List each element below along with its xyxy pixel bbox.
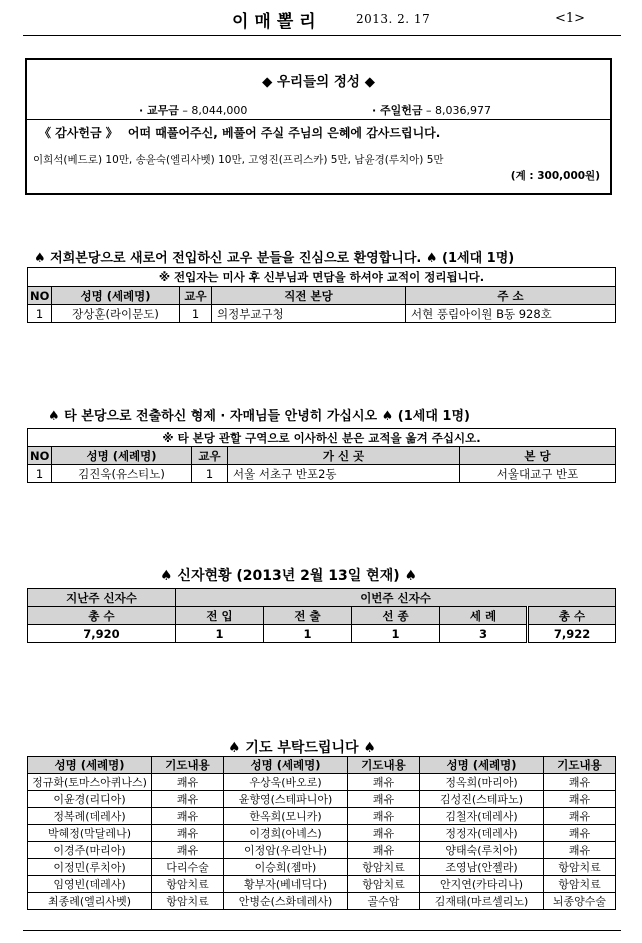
thanks-label: 《 감사헌금 》 bbox=[39, 126, 118, 140]
donor-list: 이희석(베드로) 10만, 송윤숙(엘리사벳) 10만, 고영진(프리스카) 5만, 남윤경(루치아) 5만 bbox=[33, 154, 444, 166]
row-no: 1 bbox=[28, 305, 52, 323]
table-row bbox=[28, 774, 616, 791]
table-row bbox=[28, 859, 616, 876]
baptism-count: 3 bbox=[440, 625, 528, 643]
prayer-reason: 쾌유 bbox=[348, 791, 420, 808]
prayer-reason: 쾌유 bbox=[152, 774, 224, 791]
sunday-item bbox=[372, 102, 491, 118]
transfer-out-note: ※ 타 본당 관할 구역으로 이사하신 분은 교적을 옮겨 주십시오. bbox=[28, 429, 616, 447]
transfer-in-note: ※ 전입자는 미사 후 신부님과 면담을 하셔야 교적이 정리됩니다. bbox=[28, 268, 616, 287]
row-destination: 서울 서초구 반포2동 bbox=[228, 465, 460, 483]
transfer-out-table bbox=[27, 428, 616, 483]
this-week-total: 7,922 bbox=[528, 625, 616, 643]
dues-value: – 8,044,000 bbox=[182, 104, 248, 117]
col-header: 전 출 bbox=[264, 607, 352, 625]
table-row bbox=[28, 876, 616, 893]
offering-total: (계 : 300,000원) bbox=[510, 170, 600, 182]
transfer-out-count: 1 bbox=[264, 625, 352, 643]
row-count: 1 bbox=[192, 465, 228, 483]
person-name: 박혜정(막달레나) bbox=[28, 825, 152, 842]
dues-item bbox=[139, 102, 247, 118]
prayer-reason: 항암치료 bbox=[152, 893, 224, 910]
prayer-reason: 골수암 bbox=[348, 893, 420, 910]
prayer-reason: 항암치료 bbox=[152, 876, 224, 893]
person-name: 이정암(우리안나) bbox=[224, 842, 348, 859]
person-name: 이정민(루치아) bbox=[28, 859, 152, 876]
prayer-reason: 쾌유 bbox=[544, 842, 616, 859]
deceased-count: 1 bbox=[352, 625, 440, 643]
prayer-reason: 쾌유 bbox=[152, 842, 224, 859]
col-header: 교우 bbox=[180, 287, 212, 305]
prayer-title: ♠ 기도 부탁드립니다 ♠ bbox=[228, 740, 376, 756]
row-name: 장상훈(라이문도) bbox=[52, 305, 180, 323]
person-name: 김철자(데레사) bbox=[420, 808, 544, 825]
bulletin-date: 2013. 2. 17 bbox=[356, 12, 431, 26]
col-header: 성명 (세례명) bbox=[224, 757, 348, 774]
page-number: <1> bbox=[555, 11, 586, 26]
prayer-reason: 쾌유 bbox=[348, 842, 420, 859]
col-header: 기도내용 bbox=[152, 757, 224, 774]
transfer-in-title: ♠ 저희본당으로 새로어 전입하신 교우 분들을 진심으로 환영합니다. ♠ (1세대 1명) bbox=[34, 251, 515, 266]
table-row bbox=[28, 305, 616, 323]
person-name: 정정자(데레사) bbox=[420, 825, 544, 842]
prayer-reason: 항암치료 bbox=[544, 859, 616, 876]
transfer-in-table bbox=[27, 267, 616, 323]
bulletin-title: 이매뽈리 bbox=[232, 12, 322, 32]
prayer-reason: 항암치료 bbox=[544, 876, 616, 893]
col-header: 성명 (세례명) bbox=[420, 757, 544, 774]
prayer-reason: 쾌유 bbox=[152, 791, 224, 808]
person-name: 이승희(젬마) bbox=[224, 859, 348, 876]
row-name: 김진욱(유스티노) bbox=[52, 465, 192, 483]
person-name: 김성진(스테파노) bbox=[420, 791, 544, 808]
person-name: 한옥희(모니카) bbox=[224, 808, 348, 825]
person-name: 정옥희(마리아) bbox=[420, 774, 544, 791]
table-row bbox=[28, 625, 616, 643]
person-name: 안지연(카타리나) bbox=[420, 876, 544, 893]
dues-label: · 교무금 bbox=[139, 104, 179, 117]
prayer-reason: 뇌종양수술 bbox=[544, 893, 616, 910]
person-name: 양태숙(루치아) bbox=[420, 842, 544, 859]
col-header: 교우 bbox=[192, 447, 228, 465]
person-name: 이윤경(리디아) bbox=[28, 791, 152, 808]
col-header: 기도내용 bbox=[544, 757, 616, 774]
table-row bbox=[28, 893, 616, 910]
col-header: 기도내용 bbox=[348, 757, 420, 774]
table-row bbox=[28, 842, 616, 859]
person-name: 정복례(데레사) bbox=[28, 808, 152, 825]
col-header: 성명 (세례명) bbox=[28, 757, 152, 774]
last-week-label: 지난주 신자수 bbox=[28, 589, 176, 607]
col-header: 총 수 bbox=[28, 607, 176, 625]
person-name: 이경주(마리아) bbox=[28, 842, 152, 859]
col-header: 총 수 bbox=[528, 607, 616, 625]
thanks-line bbox=[39, 124, 440, 141]
prayer-reason: 쾌유 bbox=[152, 808, 224, 825]
footer-rule bbox=[23, 930, 621, 931]
thanks-text: 어떠 때풀어주신, 베풀어 주실 주님의 은혜에 감사드립니다. bbox=[127, 126, 441, 140]
table-row bbox=[28, 808, 616, 825]
person-name: 이경희(아녜스) bbox=[224, 825, 348, 842]
col-header: 성명 (세례명) bbox=[52, 287, 180, 305]
col-header: 전 입 bbox=[176, 607, 264, 625]
prayer-reason: 쾌유 bbox=[544, 791, 616, 808]
row-count: 1 bbox=[180, 305, 212, 323]
col-header: 직전 본당 bbox=[212, 287, 406, 305]
prayer-reason: 항암치료 bbox=[348, 859, 420, 876]
header-rule bbox=[23, 35, 621, 36]
last-week-total: 7,920 bbox=[28, 625, 176, 643]
census-title: ♠ 신자현황 (2013년 2월 13일 현재) ♠ bbox=[160, 568, 418, 584]
person-name: 임영빈(데레사) bbox=[28, 876, 152, 893]
row-no: 1 bbox=[28, 465, 52, 483]
col-header: 성명 (세례명) bbox=[52, 447, 192, 465]
col-header: 선 종 bbox=[352, 607, 440, 625]
person-name: 최종례(엘리사벳) bbox=[28, 893, 152, 910]
prayer-reason: 다리수술 bbox=[152, 859, 224, 876]
prayer-reason: 쾌유 bbox=[152, 825, 224, 842]
person-name: 김재태(마르셀리노) bbox=[420, 893, 544, 910]
col-header: 세 례 bbox=[440, 607, 528, 625]
prayer-reason: 쾌유 bbox=[348, 825, 420, 842]
col-header: NO bbox=[28, 287, 52, 305]
person-name: 안병순(스화데레사) bbox=[224, 893, 348, 910]
prayer-reason: 쾌유 bbox=[348, 808, 420, 825]
sunday-label: · 주일헌금 bbox=[372, 104, 423, 117]
prayer-reason: 쾌유 bbox=[544, 774, 616, 791]
person-name: 황부자(베네딕다) bbox=[224, 876, 348, 893]
row-address: 서현 풍림아이원 B동 928호 bbox=[406, 305, 616, 323]
table-row bbox=[28, 791, 616, 808]
row-parish: 서울대교구 반포 bbox=[460, 465, 616, 483]
transfer-in-count: 1 bbox=[176, 625, 264, 643]
offering-box bbox=[25, 58, 612, 195]
prayer-table bbox=[27, 756, 616, 910]
col-header: 본 당 bbox=[460, 447, 616, 465]
row-prev-parish: 의정부교구청 bbox=[212, 305, 406, 323]
person-name: 우상욱(바오로) bbox=[224, 774, 348, 791]
offering-title: ◆ 우리들의 정성 ◆ bbox=[261, 74, 376, 90]
col-header: NO bbox=[28, 447, 52, 465]
col-header: 가 신 곳 bbox=[228, 447, 460, 465]
person-name: 정규화(토마스아퀴나스) bbox=[28, 774, 152, 791]
this-week-label: 이번주 신자수 bbox=[176, 589, 616, 607]
census-table bbox=[27, 588, 616, 643]
prayer-reason: 항암치료 bbox=[348, 876, 420, 893]
col-header: 주 소 bbox=[406, 287, 616, 305]
prayer-reason: 쾌유 bbox=[544, 808, 616, 825]
transfer-out-title: ♠ 타 본당으로 전출하신 형제 · 자매님들 안녕히 가십시오 ♠ (1세대 1명) bbox=[48, 409, 470, 424]
person-name: 윤향영(스테파니아) bbox=[224, 791, 348, 808]
sunday-value: – 8,036,977 bbox=[426, 104, 491, 117]
person-name: 조영남(안젤라) bbox=[420, 859, 544, 876]
prayer-reason: 쾌유 bbox=[544, 825, 616, 842]
table-row bbox=[28, 465, 616, 483]
offering-divider bbox=[27, 119, 610, 120]
table-row bbox=[28, 825, 616, 842]
prayer-reason: 쾌유 bbox=[348, 774, 420, 791]
